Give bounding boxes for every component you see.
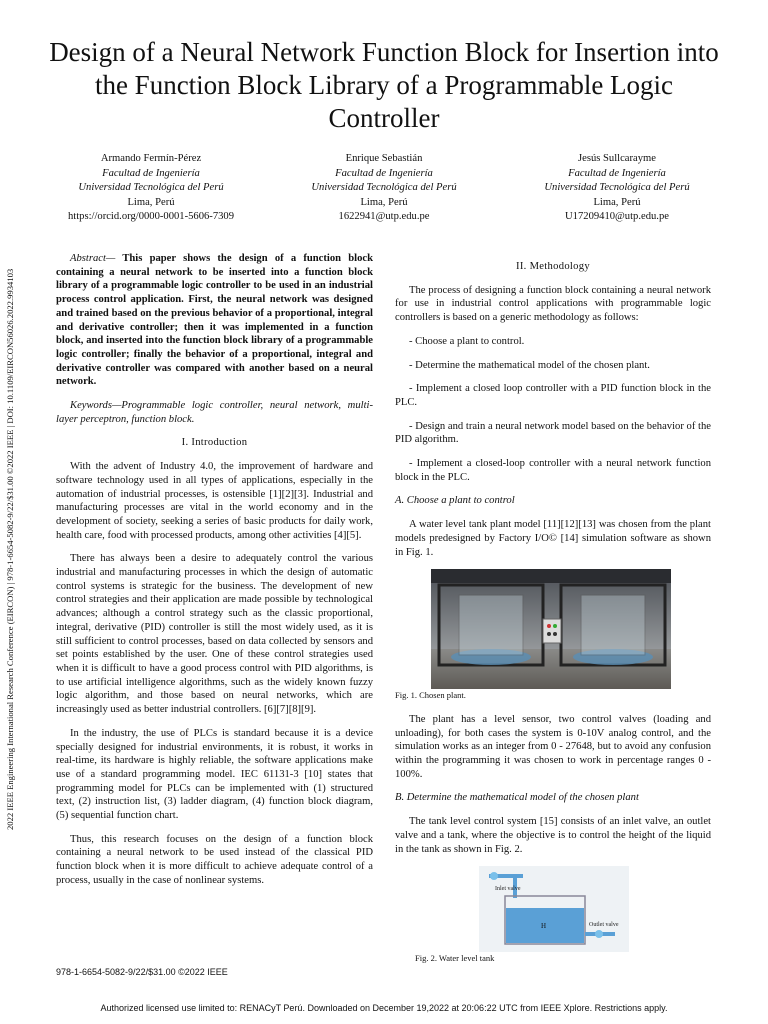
keywords: Keywords—Programmable logic controller, neural network, multi-layer perceptron, function block.: [56, 400, 373, 425]
subsection-b-text: The tank level control system [15] consists of an inlet valve, an outlet valve and a tank, where the objective is to control the height of the liquid in the tank as shown in Fig. 2.: [395, 816, 711, 855]
author-university: Universidad Tecnológica del Perú: [311, 182, 457, 193]
left-column: [56, 252, 373, 898]
side-margin: [0, 0, 26, 1024]
intro-paragraph: There has always been a desire to adequately control the various industrial and manufacturing processes in which the design of automatic control systems is strategic for the business. The development of new control strategies and their application are made possible by technological advances; although a control strategy such as the classic proportional, integral, derivative (PID) controller is still the most widely used, as it is still sufficient to control processes, based on data collected by sensors and set points established by the user. One of these control strategies used when it is difficult to have a good process control with PID algorithms, is to use artificial intelligence algorithms, such as the widely known fuzzy logic algorithm, and those based on neural networks, which are increasingly used as better industrial controllers. [6][7][8][9].: [56, 553, 373, 716]
author-faculty: Facultad de Ingeniería: [335, 167, 433, 179]
inlet-valve-label: Inlet valve: [495, 886, 521, 893]
abstract-label: Abstract—: [70, 253, 116, 264]
author-faculty: Facultad de Ingeniería: [568, 167, 666, 179]
abstract-text: This paper shows the design of a function block containing a neural network to be inserted into a function block library of a programmable logic controller to be used in an industrial process control application. First, the neural network was designed and trained based on the previous behavior of a proportional, integral and derivative controller; then it was implemented in a function block, and inserted into the function block library of a programmable logic controller; finally the behavior of a proportional, integral and derivative controller was compared with another based on a neural network.: [56, 253, 373, 388]
copyright-footer: 978-1-6654-5082-9/22/$31.00 ©2022 IEEE: [56, 967, 228, 977]
height-label: H: [541, 922, 547, 931]
section-heading-methodology: II. Methodology: [516, 261, 590, 272]
author-contact[interactable]: 1622941@utp.edu.pe: [338, 211, 430, 222]
author-name: Armando Fermín-Pérez: [100, 153, 202, 164]
author-university: Universidad Tecnológica del Perú: [78, 182, 224, 193]
section-heading-introduction: I. Introduction: [181, 437, 248, 449]
outlet-valve-label: Outlet valve: [589, 922, 619, 929]
intro-paragraph: In the industry, the use of PLCs is standard because it is a device specially designed for industrial environments, it is robust, it works in real-time, its hardware is highly reliable, the software applications make use of a standard programming model. IEC 61131-3 [10] states that programming model for PLCs can be implemented with (1) structured text, (2) instruction list, (3) ladder diagram, (4) function block diagram, (5) sequential function chart.: [56, 727, 373, 822]
author-city: Lima, Perú: [593, 196, 641, 208]
authorization-note: Authorized licensed use limited to: RENACyT Perú. Downloaded on December 19,2022 at 20:06:22 UTC from IEEE Xplore. Restrictions apply.: [100, 1003, 668, 1013]
subsection-a-text: A water level tank plant model [11][12][13] was chosen from the plant models predesigned by Factory I/O© [14] simulation software as shown in Fig. 1.: [395, 519, 711, 558]
subsection-a-text-2: The plant has a level sensor, two control valves (loading and unloading), for both cases the system is 0-10V analog control, and the simulation works as an integer from 0 - 27648, but to avoid any confusion within the programming it was chosen to work in percentage ranges 0 - 100%.: [395, 713, 711, 780]
conference-side-note: 2022 IEEE Engineering International Research Conference (EIRCON) | 978-1-6654-5082-9/22/$31.00 ©2022 IEEE | DOI: 10.1109/EIRCON56026.2022.9934103: [5, 268, 15, 830]
author-name: Jesús Sullcarayme: [578, 153, 656, 164]
figure-1-caption: Fig. 1. Chosen plant.: [395, 690, 466, 701]
figure-2-caption: Fig. 2. Water level tank: [415, 953, 495, 964]
tank-diagram: [479, 866, 629, 952]
author-name: Enrique Sebastián: [345, 153, 423, 164]
methodology-step: - Implement a closed-loop controller with a neural network function block in the PLC.: [395, 458, 711, 483]
methodology-intro: The process of designing a function block containing a neural network for use in industrial control applications with programmable logic controllers is based on a generic methodology as follows:: [395, 284, 711, 324]
methodology-step: - Determine the mathematical model of the chosen plant.: [409, 359, 650, 371]
methodology-step: - Implement a closed loop controller with a PID function block in the PLC.: [395, 383, 711, 408]
methodology-step: - Choose a plant to control.: [409, 335, 525, 347]
author-city: Lima, Perú: [127, 196, 175, 208]
author-3: [502, 152, 732, 225]
figure-1-plant-image: [431, 569, 671, 689]
methodology-step: - Design and train a neural network model based on the behavior of the PID algorithm.: [395, 420, 711, 446]
figure-2-tank-diagram: [479, 866, 629, 952]
author-contact[interactable]: U17209410@utp.edu.pe: [565, 211, 669, 222]
paper-title: Design of a Neural Network Function Block for Insertion into the Function Block Library of a Programmable Logic Controller: [49, 37, 719, 133]
subsection-heading-a: A. Choose a plant to control: [395, 495, 515, 507]
author-faculty: Facultad de Ingeniería: [102, 167, 200, 179]
subsection-heading-b: B. Determine the mathematical model of the chosen plant: [395, 792, 639, 804]
right-column: [395, 260, 711, 976]
author-1: [36, 152, 266, 225]
author-2: [269, 152, 499, 225]
author-contact[interactable]: https://orcid.org/0000-0001-5606-7309: [67, 211, 235, 222]
author-city: Lima, Perú: [360, 196, 408, 208]
intro-paragraph: With the advent of Industry 4.0, the improvement of hardware and software technology used in all types of applications, especially in the automation of industrial processes, is ostensible [1][2][3]. Industrial and manufacturing processes are vital in the world economy and in the development of society, seeking a series of basic products for daily work, health care, food with processed products, among other activities [4][5].: [56, 461, 373, 541]
intro-paragraph: Thus, this research focuses on the design of a function block containing a neural network to be used instead of the classical PID function block when it is more difficult to achieve adequate control of a process, usually in the case of nonlinear systems.: [56, 833, 373, 886]
plant-render: [431, 569, 671, 689]
abstract: [56, 252, 373, 389]
author-university: Universidad Tecnológica del Perú: [544, 182, 690, 193]
